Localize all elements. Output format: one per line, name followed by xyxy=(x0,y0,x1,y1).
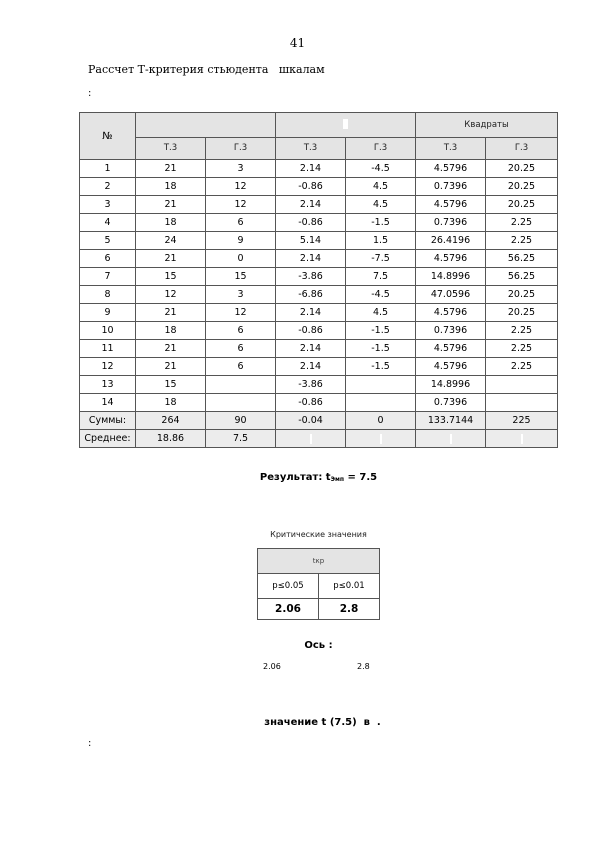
table-cell xyxy=(346,394,416,412)
table-cell: 18 xyxy=(136,394,206,412)
table-cell: 12 xyxy=(206,196,276,214)
t-test-table xyxy=(79,112,558,448)
sum-cell: -0.04 xyxy=(276,412,346,430)
table-cell: -1.5 xyxy=(346,358,416,376)
critical-header: tкр xyxy=(258,549,380,574)
table-cell: 21 xyxy=(136,358,206,376)
table-row xyxy=(80,304,558,322)
page-number: 41 xyxy=(289,36,306,50)
table-cell: 4.5796 xyxy=(416,160,486,178)
mean-empty-cell xyxy=(346,430,416,448)
table-cell: 14.8996 xyxy=(416,268,486,286)
table-cell: 18 xyxy=(136,178,206,196)
row-number-cell: 13 xyxy=(80,376,136,394)
p-label-005: p≤0.05 xyxy=(258,574,319,599)
table-row xyxy=(80,286,558,304)
table-cell: 1.5 xyxy=(346,232,416,250)
table-cell: 5.14 xyxy=(276,232,346,250)
table-cell: 6 xyxy=(206,358,276,376)
table-cell: -1.5 xyxy=(346,322,416,340)
row-number-cell: 4 xyxy=(80,214,136,232)
table-row xyxy=(80,250,558,268)
table-cell: -0.86 xyxy=(276,394,346,412)
critical-value-001: 2.8 xyxy=(319,599,380,620)
table-cell xyxy=(486,376,558,394)
subheader-cell: Г.3 xyxy=(486,138,558,160)
table-row xyxy=(80,214,558,232)
section-heading: Рассчет Т-критерия стьюдента шкалам xyxy=(88,63,325,76)
table-cell: -3.86 xyxy=(276,268,346,286)
table-row xyxy=(80,394,558,412)
table-cell: -0.86 xyxy=(276,322,346,340)
axis-value-low: 2.06 xyxy=(263,662,281,671)
table-cell: 4.5796 xyxy=(416,340,486,358)
table-cell: 56.25 xyxy=(486,250,558,268)
squares-group-header: Квадраты xyxy=(416,113,558,138)
sums-row xyxy=(80,412,558,430)
table-cell: 0.7396 xyxy=(416,178,486,196)
row-number-cell: 9 xyxy=(80,304,136,322)
table-cell: 14.8996 xyxy=(416,376,486,394)
table-cell: -1.5 xyxy=(346,340,416,358)
table-cell: 2.14 xyxy=(276,160,346,178)
table-cell: 0.7396 xyxy=(416,394,486,412)
table-cell: 4.5796 xyxy=(416,358,486,376)
table-cell: -4.5 xyxy=(346,160,416,178)
table-subheader-row xyxy=(80,138,558,160)
values-group-header xyxy=(136,113,276,138)
table-cell: 2.25 xyxy=(486,358,558,376)
table-row xyxy=(80,322,558,340)
table-cell xyxy=(346,376,416,394)
critical-values-caption: Критические значения xyxy=(270,530,367,539)
table-row xyxy=(80,232,558,250)
table-cell: 21 xyxy=(136,340,206,358)
table-cell: 0 xyxy=(206,250,276,268)
table-cell: 20.25 xyxy=(486,160,558,178)
table-row xyxy=(80,160,558,178)
conclusion: значение t (7.5) в . xyxy=(264,717,381,728)
table-row xyxy=(80,178,558,196)
table-cell: 21 xyxy=(136,304,206,322)
table-cell: -7.5 xyxy=(346,250,416,268)
table-cell: 4.5796 xyxy=(416,304,486,322)
table-cell: 2.14 xyxy=(276,304,346,322)
subheader-cell: Г.3 xyxy=(206,138,276,160)
table-cell: 21 xyxy=(136,160,206,178)
means-label: Среднее: xyxy=(80,430,136,448)
row-number-cell: 1 xyxy=(80,160,136,178)
axis-title: Ось : xyxy=(304,640,333,651)
header-mark xyxy=(343,119,348,129)
row-number-cell: 11 xyxy=(80,340,136,358)
table-cell: 2.25 xyxy=(486,214,558,232)
table-cell: 6 xyxy=(206,340,276,358)
row-number-cell: 3 xyxy=(80,196,136,214)
table-cell: 18 xyxy=(136,214,206,232)
row-number-cell: 7 xyxy=(80,268,136,286)
table-cell: -0.86 xyxy=(276,214,346,232)
intro-colon: : xyxy=(88,88,92,99)
closing-colon: : xyxy=(88,738,92,749)
table-cell: 4.5 xyxy=(346,304,416,322)
table-cell: 12 xyxy=(136,286,206,304)
table-cell: 21 xyxy=(136,250,206,268)
table-row xyxy=(80,196,558,214)
table-row xyxy=(80,268,558,286)
critical-values-table xyxy=(257,548,380,620)
table-cell: 20.25 xyxy=(486,196,558,214)
means-row xyxy=(80,430,558,448)
table-cell: 12 xyxy=(206,178,276,196)
table-cell: 3 xyxy=(206,286,276,304)
table-cell: 4.5 xyxy=(346,178,416,196)
table-row xyxy=(80,340,558,358)
table-cell: -1.5 xyxy=(346,214,416,232)
row-number-cell: 2 xyxy=(80,178,136,196)
table-cell: 20.25 xyxy=(486,304,558,322)
deviations-group-header xyxy=(276,113,416,138)
table-row xyxy=(80,358,558,376)
row-number-cell: 8 xyxy=(80,286,136,304)
row-number-cell: 12 xyxy=(80,358,136,376)
row-number-cell: 14 xyxy=(80,394,136,412)
result-prefix: Результат: t xyxy=(259,472,331,483)
table-cell: 0.7396 xyxy=(416,214,486,232)
table-cell: 20.25 xyxy=(486,178,558,196)
table-cell: 56.25 xyxy=(486,268,558,286)
table-cell: 24 xyxy=(136,232,206,250)
table-cell: 26.4196 xyxy=(416,232,486,250)
critical-value-005: 2.06 xyxy=(258,599,319,620)
sum-cell: 90 xyxy=(206,412,276,430)
sum-cell: 133.7144 xyxy=(416,412,486,430)
subheader-cell: Г.3 xyxy=(346,138,416,160)
row-number-cell: 10 xyxy=(80,322,136,340)
mean-empty-cell xyxy=(486,430,558,448)
table-cell: 2.14 xyxy=(276,196,346,214)
subheader-cell: Т.3 xyxy=(136,138,206,160)
table-cell: -4.5 xyxy=(346,286,416,304)
result-suffix: = 7.5 xyxy=(344,472,378,483)
table-cell: 2.25 xyxy=(486,322,558,340)
cell-mark xyxy=(310,434,312,444)
table-cell: 20.25 xyxy=(486,286,558,304)
table-cell: 15 xyxy=(136,376,206,394)
row-number-cell: 6 xyxy=(80,250,136,268)
table-cell: 2.25 xyxy=(486,340,558,358)
table-cell xyxy=(486,394,558,412)
subheader-cell: Т.3 xyxy=(276,138,346,160)
table-cell: 12 xyxy=(206,304,276,322)
mean-empty-cell xyxy=(416,430,486,448)
cell-mark xyxy=(450,434,452,444)
result-subscript: Эмп xyxy=(330,476,345,483)
table-cell: 3 xyxy=(206,160,276,178)
table-cell: 0.7396 xyxy=(416,322,486,340)
table-cell: 18 xyxy=(136,322,206,340)
table-cell: 4.5796 xyxy=(416,196,486,214)
table-cell: 4.5 xyxy=(346,196,416,214)
table-cell: 2.14 xyxy=(276,358,346,376)
table-row xyxy=(80,376,558,394)
result-line xyxy=(0,472,595,483)
table-cell: 15 xyxy=(206,268,276,286)
table-cell xyxy=(206,376,276,394)
number-column-header: № xyxy=(80,113,136,160)
sum-cell: 264 xyxy=(136,412,206,430)
mean-cell: 18.86 xyxy=(136,430,206,448)
table-cell: 6 xyxy=(206,322,276,340)
sum-cell: 225 xyxy=(486,412,558,430)
axis-value-high: 2.8 xyxy=(357,662,370,671)
table-cell: 21 xyxy=(136,196,206,214)
table-cell: 9 xyxy=(206,232,276,250)
table-cell: -3.86 xyxy=(276,376,346,394)
sums-label: Суммы: xyxy=(80,412,136,430)
table-cell: 2.14 xyxy=(276,250,346,268)
row-number-cell: 5 xyxy=(80,232,136,250)
cell-mark xyxy=(380,434,382,444)
table-cell: 47.0596 xyxy=(416,286,486,304)
table-cell: 7.5 xyxy=(346,268,416,286)
table-cell: -0.86 xyxy=(276,178,346,196)
table-cell: 2.14 xyxy=(276,340,346,358)
table-cell: 4.5796 xyxy=(416,250,486,268)
cell-mark xyxy=(521,434,523,444)
sum-cell: 0 xyxy=(346,412,416,430)
table-cell xyxy=(206,394,276,412)
table-header-row xyxy=(80,113,558,138)
table-cell: 15 xyxy=(136,268,206,286)
mean-cell: 7.5 xyxy=(206,430,276,448)
table-cell: 2.25 xyxy=(486,232,558,250)
subheader-cell: Т.3 xyxy=(416,138,486,160)
p-label-001: p≤0.01 xyxy=(319,574,380,599)
table-cell: -6.86 xyxy=(276,286,346,304)
table-cell: 6 xyxy=(206,214,276,232)
mean-empty-cell xyxy=(276,430,346,448)
